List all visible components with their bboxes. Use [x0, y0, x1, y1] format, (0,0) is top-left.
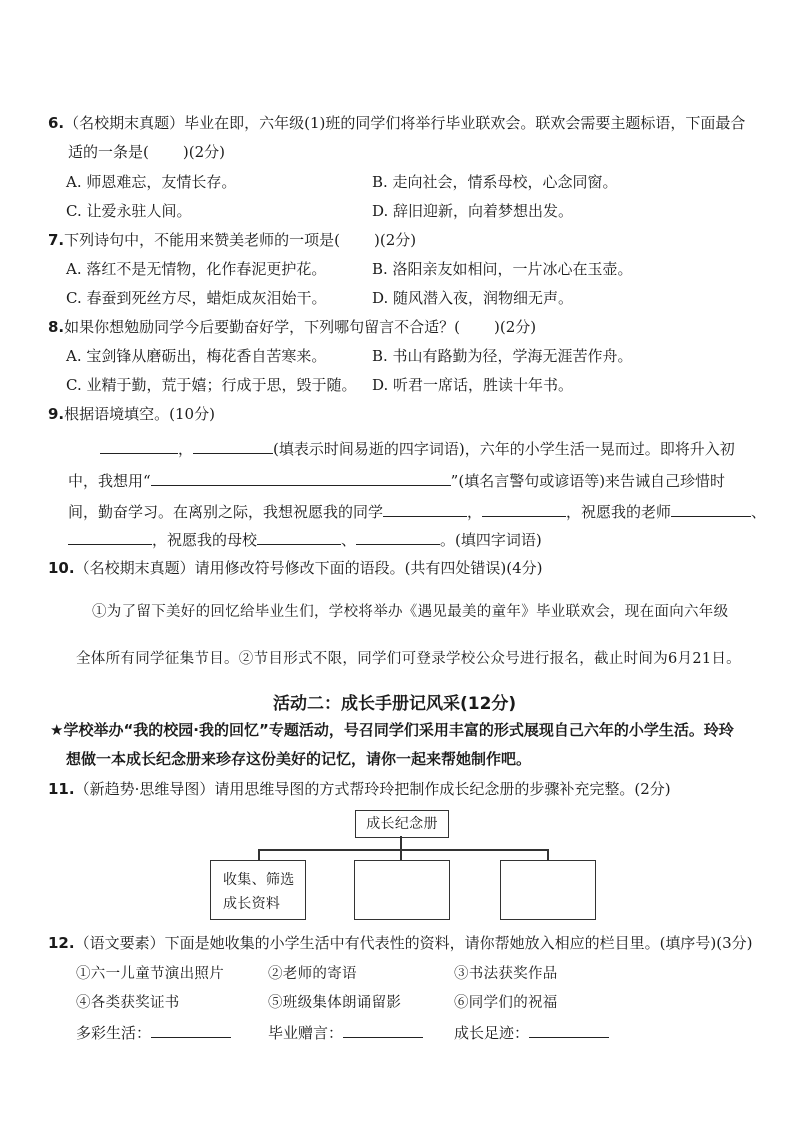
- q9-line2: [68, 469, 725, 491]
- q9-line4: [68, 528, 542, 550]
- q12-item-3: ③书法获奖作品: [454, 966, 558, 982]
- q8-option-a: A. 宝剑锋从磨砺出，梅花香自苦寒来。: [66, 347, 327, 365]
- q12-category-2-blank[interactable]: [343, 1021, 423, 1038]
- q8-number: 8.: [48, 318, 65, 336]
- q6-option-b: B. 走向社会，情系母校，心念同窗。: [372, 173, 618, 191]
- mindmap-step1-line1: 收集、筛选: [223, 872, 295, 888]
- q9-l4-c: 。(填四字词语): [440, 531, 542, 549]
- q9-l3-b: ，祝愿我的老师: [566, 503, 672, 521]
- q9-blank-1[interactable]: [100, 437, 178, 454]
- q8-stem: [48, 317, 536, 337]
- q9-l1-text: (填表示时间易逝的四字词语)，六年的小学生活一晃而过。即将升入初: [273, 440, 735, 458]
- q12-category-1: [76, 1021, 231, 1043]
- q7-stem-text: 下列诗句中，不能用来赞美老师的一项是(: [64, 231, 340, 249]
- q9-l3-end: 、: [751, 503, 767, 521]
- q9-stem-text: 根据语境填空。(10分): [64, 405, 215, 423]
- q6-stem-line2a: 适的一条是(: [68, 143, 149, 161]
- q12-item-6: ⑥同学们的祝福: [454, 995, 558, 1011]
- q7-option-a: A. 落红不是无情物，化作春泥更护花。: [66, 260, 327, 278]
- q12-item-4: ④各类获奖证书: [76, 995, 180, 1011]
- q9-l3-a: 间，勤奋学习。在离别之际，我想祝愿我的同学: [68, 503, 384, 521]
- q9-line3: [68, 500, 766, 522]
- q12-item-5: ⑤班级集体朗诵留影: [268, 995, 402, 1011]
- q10-stem: [48, 558, 543, 578]
- q12-category-3: [454, 1021, 609, 1043]
- q10-paragraph-line1: ①为了留下美好的回忆给毕业生们，学校将举办《遇见最美的童年》毕业联欢会，现在面向六年级: [92, 604, 729, 620]
- q11-stem: [48, 779, 671, 799]
- q10-number: 10.: [48, 559, 75, 577]
- q10-paragraph-line2: 全体所有同学征集节目。②节目形式不限，同学们可登录学校公众号进行报名，截止时间为6月21日。: [76, 651, 741, 667]
- q9-line1: [100, 437, 735, 459]
- q9-stem: [48, 404, 215, 424]
- q8-option-d: D. 听君一席话，胜读十年书。: [372, 376, 574, 394]
- q12-category-2: [268, 1021, 423, 1043]
- q11-number: 11.: [48, 780, 75, 798]
- mindmap-root-box: [355, 810, 449, 838]
- q9-blank-8[interactable]: [257, 528, 341, 545]
- mindmap-branch-line: [258, 849, 548, 851]
- q12-stem: [48, 933, 753, 953]
- q9-l2-b: ”(填名言警句或谚语等)来告诫自己珍惜时: [450, 472, 726, 490]
- q12-item-2: ②老师的寄语: [268, 966, 357, 982]
- q12-category-3-blank[interactable]: [529, 1021, 609, 1038]
- q9-blank-6[interactable]: [671, 500, 751, 517]
- mindmap-step2-box[interactable]: [354, 860, 450, 920]
- q12-number: 12.: [48, 934, 75, 952]
- q8-option-c: C. 业精于勤，荒于嬉；行成于思，毁于随。: [66, 376, 357, 394]
- q12-category-1-blank[interactable]: [151, 1021, 231, 1038]
- activity2-intro-line1: ★学校举办“我的校园·我的回忆”专题活动，号召同学们采用丰富的形式展现自己六年的小学生活。玲玲: [50, 721, 734, 739]
- q7-number: 7.: [48, 231, 65, 249]
- q9-blank-4[interactable]: [383, 500, 467, 517]
- q7-stem: [48, 230, 416, 250]
- q6-option-a: A. 师恩难忘，友情长存。: [66, 173, 237, 191]
- q9-blank-9[interactable]: [356, 528, 440, 545]
- q9-blank-2[interactable]: [193, 437, 273, 454]
- q6-stem-line1: （名校期末真题）毕业在即，六年级(1)班的同学们将举行毕业联欢会。联欢会需要主题标语，下面最合: [64, 114, 746, 132]
- q9-blank-7[interactable]: [68, 528, 152, 545]
- q9-l4-b: 、: [341, 531, 357, 549]
- q12-category-3-label: 成长足迹：: [454, 1024, 530, 1042]
- q7-option-d: D. 随风潜入夜，润物细无声。: [372, 289, 574, 307]
- q9-blank-3[interactable]: [151, 469, 451, 486]
- q9-l2-a: 中，我想用“: [68, 472, 151, 490]
- q8-points: )(2分): [494, 318, 537, 336]
- q8-stem-text: 如果你想勉励同学今后要勤奋好学，下列哪句留言不合适？(: [64, 318, 460, 336]
- mindmap-step3-box[interactable]: [500, 860, 596, 920]
- q9-l3-comma: ，: [467, 503, 483, 521]
- q6-line1: [48, 113, 745, 133]
- activity2-title: 活动二：成长手册记风采(12分): [273, 694, 517, 714]
- q7-points: )(2分): [374, 231, 417, 249]
- mindmap-root-label: 成长纪念册: [366, 816, 438, 832]
- q9-l1-comma: ，: [178, 440, 194, 458]
- q9-l4-a: ，祝愿我的母校: [152, 531, 258, 549]
- q11-stem-text: （新趋势·思维导图）请用思维导图的方式帮玲玲把制作成长纪念册的步骤补充完整。(2分): [74, 780, 671, 798]
- q6-stem-line2b: )(2分): [182, 143, 225, 161]
- q8-option-b: B. 书山有路勤为径，学海无涯苦作舟。: [372, 347, 633, 365]
- activity2-intro-line2: 想做一本成长纪念册来珍存这份美好的记忆，请你一起来帮她制作吧。: [66, 750, 532, 768]
- mindmap-step1-line2: 成长资料: [223, 896, 281, 912]
- q12-item-1: ①六一儿童节演出照片: [76, 966, 224, 982]
- q7-option-b: B. 洛阳亲友如相问，一片冰心在玉壶。: [372, 260, 633, 278]
- q6-option-d: D. 辞旧迎新，向着梦想出发。: [372, 202, 574, 220]
- q6-line2: [68, 142, 225, 162]
- q7-option-c: C. 春蚕到死丝方尽，蜡炬成灰泪始干。: [66, 289, 327, 307]
- mindmap-stem-line: [400, 836, 402, 850]
- q6-number: 6.: [48, 114, 65, 132]
- mindmap-step1-box: [210, 860, 306, 920]
- q12-stem-text: （语文要素）下面是她收集的小学生活中有代表性的资料，请你帮她放入相应的栏目里。(填序号)(3分): [74, 934, 753, 952]
- q10-stem-text: （名校期末真题）请用修改符号修改下面的语段。(共有四处错误)(4分): [74, 559, 543, 577]
- q12-category-1-label: 多彩生活：: [76, 1024, 152, 1042]
- q6-option-c: C. 让爱永驻人间。: [66, 202, 192, 220]
- q9-blank-5[interactable]: [482, 500, 566, 517]
- q12-category-2-label: 毕业赠言：: [268, 1024, 344, 1042]
- q9-number: 9.: [48, 405, 65, 423]
